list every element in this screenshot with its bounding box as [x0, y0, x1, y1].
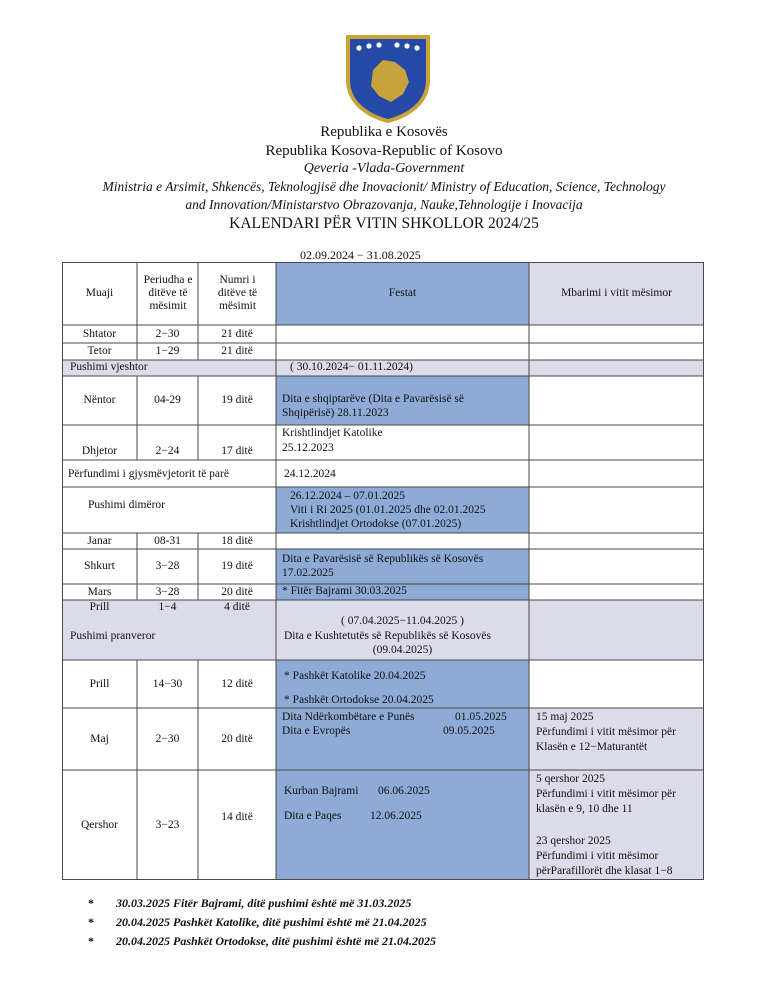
holiday-date: 09.05.2025 — [443, 725, 495, 737]
holiday-name: Dita e Paqes — [284, 810, 342, 822]
holiday-text: Shqipërisë) 28.11.2023 — [282, 407, 389, 419]
period-cell: 14−30 — [152, 677, 183, 690]
footnote — [88, 915, 427, 930]
period-cell: 08-31 — [154, 534, 181, 547]
month-cell: Tetor — [87, 345, 112, 357]
days-cell: 19 ditë — [221, 560, 253, 572]
days-cell: 12 ditë — [221, 677, 253, 690]
header-end-of-year: Mbarimi i vitit mësimor — [561, 287, 672, 299]
header-days: Numri i ditëve të mësimit — [217, 274, 258, 312]
autumn-break-label: Pushimi vjeshtor — [70, 361, 148, 373]
first-semester-end-label: Përfundimi i gjysmëvjetorit të parë — [68, 468, 229, 480]
end-of-year-text: klasën e 9, 10 dhe 11 — [536, 803, 633, 815]
header-month: Muaji — [85, 287, 114, 299]
month-cell: Shkurt — [84, 560, 115, 572]
spring-break-constitution-date: (09.04.2025) — [372, 644, 433, 656]
period-cell: 2−30 — [155, 327, 180, 340]
holiday-text: * Fitër Bajrami 30.03.2025 — [282, 585, 407, 597]
footnote-text: 30.03.2025 Fitër Bajrami, ditë pushimi është më 31.03.2025 — [116, 896, 412, 910]
end-of-year-text: Përfundimi i vitit mësimor për — [536, 726, 676, 738]
header-government: Qeveria -Vlada-Government — [303, 161, 465, 176]
days-cell: 19 ditë — [221, 394, 253, 406]
period-cell: 3−23 — [155, 818, 180, 831]
end-of-year-text: Klasën e 12−Maturantët — [536, 741, 648, 753]
end-of-year-text: përParafillorët dhe klasat 1−8 — [536, 865, 673, 877]
spring-break-label: Pushimi pranveror — [70, 630, 156, 642]
holiday-name: Dita Ndërkombëtare e Punës — [282, 711, 415, 723]
first-semester-end-date: 24.12.2024 — [284, 468, 336, 480]
days-cell: 21 ditë — [221, 345, 253, 357]
footnote-marker: * — [88, 896, 94, 910]
holiday-text: 25.12.2023 — [282, 442, 334, 454]
header-holidays: Festat — [388, 287, 417, 299]
holiday-date: 01.05.2025 — [455, 711, 507, 723]
month-cell: Shtator — [82, 327, 117, 340]
spring-break-dates: ( 07.04.2025−11.04.2025 ) — [341, 615, 464, 627]
month-cell: Prill — [89, 677, 110, 690]
winter-break-dates: 26.12.2024 – 07.01.2025 — [290, 490, 405, 502]
days-cell: 14 ditë — [221, 810, 253, 823]
footnote-text: 20.04.2025 Pashkët Ortodokse, ditë pushimi është më 21.04.2025 — [116, 934, 437, 948]
footnote-marker: * — [88, 915, 94, 929]
days-cell: 17 ditë — [221, 445, 253, 457]
days-cell: 4 ditë — [224, 600, 250, 613]
autumn-break-dates: ( 30.10.2024− 01.11.2024) — [290, 361, 413, 373]
header-ministry-line-1: Ministria e Arsimit, Shkencës, Teknologjisë dhe Inovacionit/ Ministry of Education, Science, Technology — [102, 179, 666, 194]
days-cell: 18 ditë — [221, 534, 253, 547]
end-of-year-date: 5 qershor 2025 — [536, 773, 605, 785]
period-cell: 3−28 — [155, 585, 180, 598]
page-title: KALENDARI PËR VITIN SHKOLLOR 2024/25 — [229, 215, 539, 232]
days-cell: 20 ditë — [221, 585, 253, 598]
month-cell: Mars — [87, 585, 112, 598]
period-cell: 1−4 — [158, 600, 177, 613]
holiday-text: Dita e Pavarësisë së Republikës së Kosovës — [282, 553, 484, 565]
kosovo-coat-of-arms-icon — [343, 32, 433, 124]
period-cell: 04-29 — [154, 394, 181, 406]
footnote-text: 20.04.2025 Pashkët Katolike, ditë pushimi është më 21.04.2025 — [116, 915, 427, 929]
period-cell: 2−24 — [155, 445, 180, 457]
winter-break-new-year: Viti i Ri 2025 (01.01.2025 dhe 02.01.2025 — [290, 504, 486, 516]
holiday-name: Dita e Evropës — [282, 725, 351, 737]
month-cell: Qershor — [80, 818, 119, 831]
days-cell: 20 ditë — [221, 732, 253, 745]
month-cell: Nëntor — [83, 394, 116, 406]
header-period: Periudha e ditëve të mësimit — [143, 274, 193, 312]
holiday-name: Kurban Bajrami — [284, 785, 359, 797]
holiday-text: * Pashkët Ortodokse 20.04.2025 — [284, 694, 434, 706]
footnote — [88, 896, 411, 911]
holiday-text: 17.02.2025 — [282, 567, 334, 579]
holiday-date: 06.06.2025 — [378, 785, 430, 797]
end-of-year-text: Përfundimi i vitit mësimor për — [536, 788, 676, 800]
footnote-marker: * — [88, 934, 94, 948]
days-cell: 21 ditë — [221, 327, 253, 340]
footnote — [88, 934, 436, 949]
holiday-text: Krishtlindjet Katolike — [282, 427, 383, 439]
month-cell: Janar — [87, 534, 112, 547]
period-cell: 3−28 — [155, 560, 180, 572]
winter-break-label: Pushimi dimëror — [88, 499, 165, 511]
end-of-year-date: 15 maj 2025 — [536, 711, 594, 723]
end-of-year-date: 23 qershor 2025 — [536, 835, 611, 847]
holiday-text: Dita e shqiptarëve (Dita e Pavarësisë së — [282, 393, 465, 405]
school-year-date-range: 02.09.2024 − 31.08.2025 — [300, 248, 421, 262]
header-republic-multilingual: Republika Kosova-Republic of Kosovo — [265, 143, 503, 159]
month-cell: Dhjetor — [81, 445, 118, 457]
month-cell: Maj — [90, 732, 109, 745]
winter-break-orthodox-christmas: Krishtlindjet Ortodokse (07.01.2025) — [290, 518, 462, 530]
header-republic-sq: Republika e Kosovës — [320, 124, 448, 140]
period-cell: 1−29 — [155, 345, 180, 357]
month-cell: Prill — [89, 600, 110, 613]
period-cell: 2−30 — [155, 732, 180, 745]
header-ministry-line-2: and Innovation/Ministarstvo Obrazovanja, Nauke,Tehnologije i Inovacija — [185, 197, 583, 212]
end-of-year-text: Përfundimi i vitit mësimor — [536, 850, 659, 862]
calendar-table — [62, 262, 704, 880]
holiday-text: * Pashkët Katolike 20.04.2025 — [284, 670, 426, 682]
holiday-date: 12.06.2025 — [370, 810, 422, 822]
spring-break-constitution-day: Dita e Kushtetutës së Republikës së Kosovës — [284, 630, 491, 642]
